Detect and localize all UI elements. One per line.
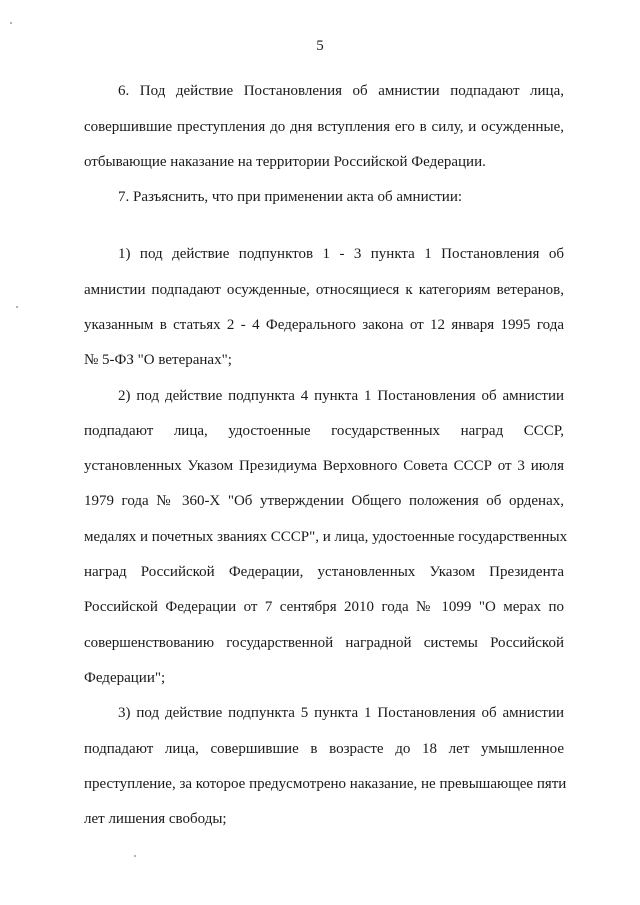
text-line: указанным в статьях 2 - 4 Федерального закона от 12 января 1995 года [84,317,564,333]
text-line: 2) под действие подпункта 4 пункта 1 Постановления об амнистии [118,388,564,404]
text-line: подпадают лица, совершившие в возрасте до 18 лет умышленное [84,741,564,757]
scan-speck [16,306,18,308]
text-line: 7. Разъяснить, что при применении акта об амнистии: [118,189,463,205]
text-line: 6. Под действие Постановления об амнистии подпадают лица, [118,83,564,99]
text-line: амнистии подпадают осужденные, относящиеся к категориям ветеранов, [84,282,564,298]
text-line: № 5-ФЗ "О ветеранах"; [84,352,232,368]
text-line: 1979 года № 360-Х "Об утверждении Общего положения об орденах, [84,493,564,509]
text-line: отбывающие наказание на территории Российской Федерации. [84,154,486,170]
page-number: 5 [316,38,324,54]
text-line: совершившие преступления до дня вступления его в силу, и осужденные, [84,119,564,135]
text-line: медалях и почетных званиях СССР", и лица, удостоенные государственных [84,529,568,545]
text-line: Российской Федерации от 7 сентября 2010 года № 1099 "О мерах по [84,599,564,615]
text-line: совершенствованию государственной наградной системы Российской [84,635,564,651]
text-line: установленных Указом Президиума Верховного Совета СССР от 3 июля [84,458,564,474]
text-line: наград Российской Федерации, установленных Указом Президента [84,564,564,580]
text-line: преступление, за которое предусмотрено наказание, не превышающее пяти [84,776,567,792]
text-line: 1) под действие подпунктов 1 - 3 пункта 1 Постановления об [118,246,564,262]
text-line: лет лишения свободы; [84,811,227,827]
scan-speck [134,855,136,857]
text-line: подпадают лица, удостоенные государственных наград СССР, [84,423,564,439]
text-line: Федерации"; [84,670,166,686]
text-line: 3) под действие подпункта 5 пункта 1 Постановления об амнистии [118,705,564,721]
scan-speck [10,22,12,24]
